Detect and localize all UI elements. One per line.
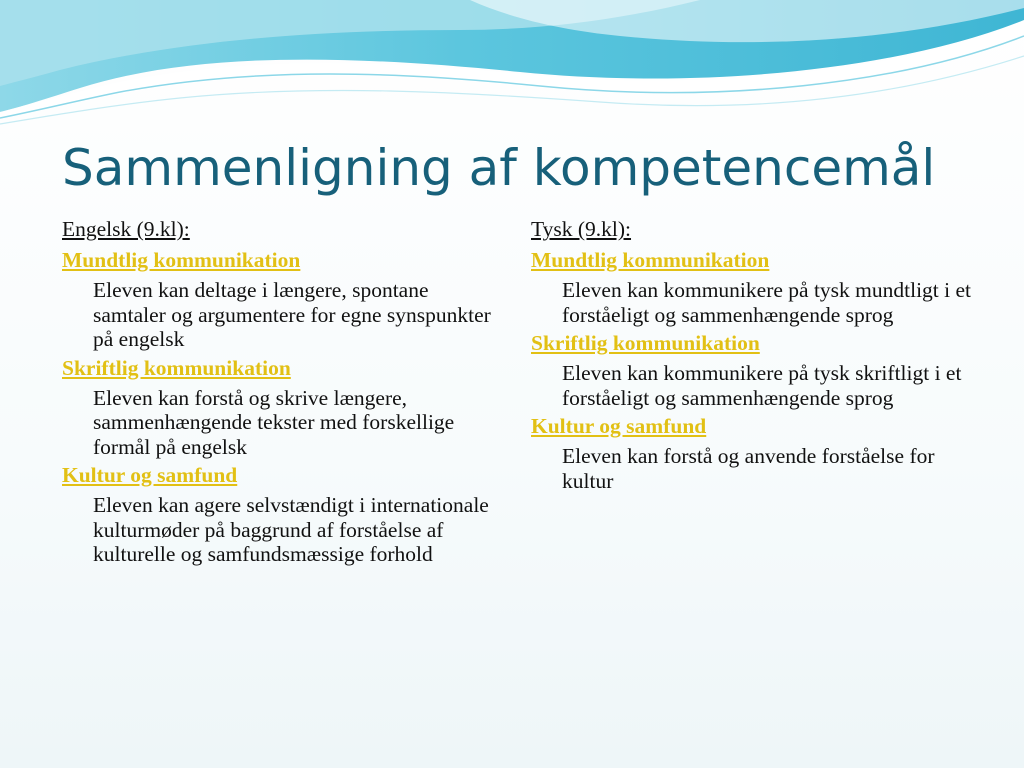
section-text-skriftlig: Eleven kan kommunikere på tysk skriftligt i et forståeligt og sammenhængende sprog [562, 361, 962, 410]
german-column [531, 217, 971, 497]
column-heading-tysk: Tysk (9.kl): [531, 217, 632, 241]
section-heading-kultur: Kultur og samfund [531, 414, 707, 438]
section-heading-kultur: Kultur og samfund [62, 463, 238, 487]
english-column [62, 217, 502, 571]
section-text-mundtlig: Eleven kan kommunikere på tysk mundtligt i et forståeligt og sammenhængende sprog [562, 278, 972, 327]
column-heading-engelsk: Engelsk (9.kl): [62, 217, 190, 241]
decorative-wave-header [0, 0, 1024, 130]
section-text-skriftlig: Eleven kan forstå og skrive længere, sammenhængende tekster med forskellige formål på engelsk [93, 385, 455, 459]
section-heading-mundtlig: Mundtlig kommunikation [531, 248, 770, 272]
section-text-kultur: Eleven kan forstå og anvende forståelse for kultur [562, 444, 935, 493]
section-heading-skriftlig: Skriftlig kommunikation [531, 331, 760, 355]
section-text-kultur: Eleven kan agere selvstændigt i internationale kulturmøder på baggrund af forståelse af kulturelle og samfundsmæssige forhold [93, 493, 489, 566]
section-heading-skriftlig: Skriftlig kommunikation [62, 355, 291, 380]
section-heading-mundtlig: Mundtlig kommunikation [62, 248, 301, 272]
section-text-mundtlig: Eleven kan deltage i længere, spontane samtaler og argumentere for egne synspunkter på engelsk [93, 278, 491, 351]
slide-title: Sammenligning af kompetencemål [62, 139, 936, 197]
